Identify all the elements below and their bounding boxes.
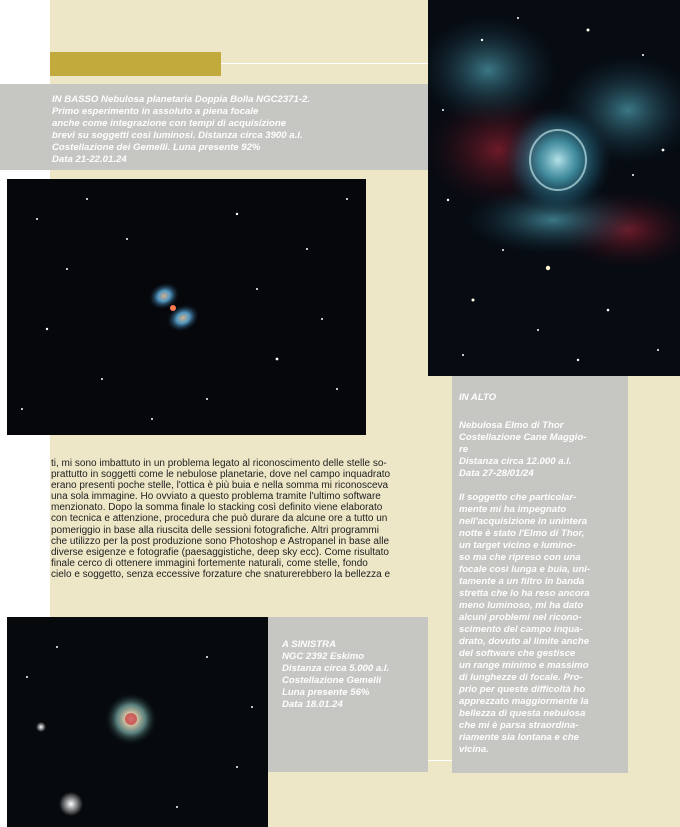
caption-top-description: Il soggetto che particolar- mente mi ha impegnato nell'acquisizione in unintera notte è stato l'Elmo di Thor, un target vicino e lumino- so ma che ripreso con una focale così lunga e buia, uni- tamente a un filtro in banda stretta che lo ha reso ancora meno luminoso, mi ha dato alcuni problemi nel ricono- scimento del campo inqua- drato, dovuto al limite anche del software che gestisce un range minimo e massimo di lunghezze di focale. Pro- prio per queste difficoltà ho apprezzato maggiormente la bellezza di questa nebulosa che mi è parsa straordina- riamente sia lontana e che vicina. <box>459 492 591 755</box>
caption-top <box>452 376 628 773</box>
gold-accent-bar <box>50 52 221 76</box>
caption-top-heading: IN ALTO <box>459 392 497 403</box>
caption-bottom-heading: IN BASSO <box>52 94 99 105</box>
caption-bottom-body: Nebulosa planetaria Doppia Bolla NGC2371-2. Primo esperimento in assoluto a piena focale anche come integrazione con tempi di acquisizione brevi su soggetti così luminosi. Distanza circa 3900 a.l. Costellazione dei Gemelli. Luna presente 92% Data 21-22.01.24 <box>52 94 311 165</box>
thors-helmet-nebula-image <box>428 0 680 376</box>
photo-eskimo-nebula <box>7 617 268 827</box>
eskimo-nebula-image <box>7 617 268 827</box>
double-bubble-nebula-image <box>7 179 366 435</box>
caption-left-heading: A SINISTRA <box>282 639 337 650</box>
caption-left <box>268 617 428 772</box>
body-paragraph: ti, mi sono imbattuto in un problema legato al riconoscimento delle stelle so- prattutto in soggetti come le nebulose planetarie, dove nel campo inquadrato erano presenti poche stelle, l'ottica è più buia e nella somma mi riconosceva una sola immagine. Ho ovviato a questo problema tramite l'ultimo software menzionato. Dopo la somma finale lo stacking così definito viene elaborato con tecnica e attenzione, procedura che può durare da alcune ore a tutto un pomeriggio in base alla riuscita delle sessioni fotografiche. Altri programmi che utilizzo per la post produzione sono Photoshop e Astropanel in base alle diverse esigenze e fotografie (paesaggistiche, deep sky ecc). Come risultato finale cerco di ottenere immagini fortemente naturali, come stelle, fondo cielo e soggetto, senza eccessive forzature che snaturerebbero la bellezza e <box>51 458 391 580</box>
divider-top <box>221 63 428 64</box>
caption-bottom <box>0 84 428 170</box>
caption-left-text: NGC 2392 Eskimo Distanza circa 5.000 a.l. Costellazione Gemelli Luna presente 56% Data 18.01.24 <box>282 651 390 710</box>
caption-bottom-text <box>52 94 418 166</box>
photo-thors-helmet <box>428 0 680 376</box>
photo-double-bubble <box>7 179 366 435</box>
caption-top-details: Nebulosa Elmo di Thor Costellazione Cane Maggio- re Distanza circa 12.000 a.l. Data 27-28/01/24 <box>459 420 587 479</box>
